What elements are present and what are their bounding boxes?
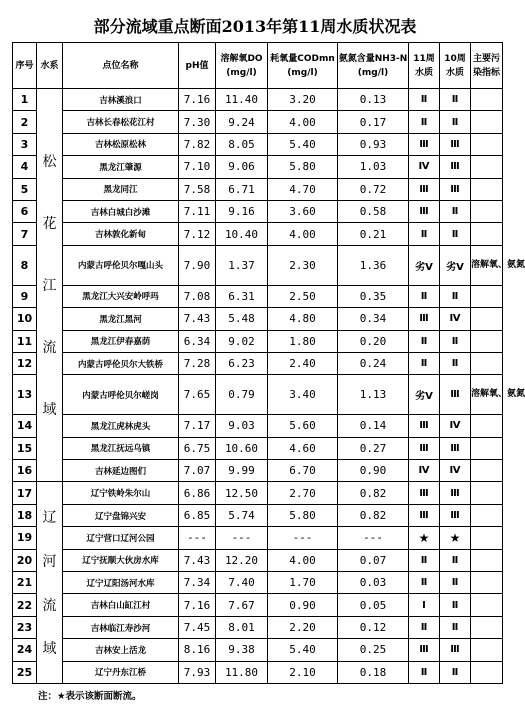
row-do: 11.80 [216, 661, 268, 683]
row-grade10: Ⅱ [440, 616, 471, 638]
table-row [13, 460, 503, 482]
row-cod: 4.70 [268, 178, 338, 200]
row-grade10: Ⅱ [440, 89, 471, 111]
row-ph: 7.28 [179, 352, 216, 374]
row-grade10: Ⅱ [440, 352, 471, 374]
row-pollutant [471, 111, 503, 133]
table-row [13, 133, 503, 155]
header-grade11: 11周水质 [409, 43, 440, 89]
row-seq: 23 [13, 616, 37, 638]
row-do: 9.24 [216, 111, 268, 133]
row-nh3: 0.82 [338, 504, 409, 526]
row-seq: 22 [13, 594, 37, 616]
row-do: 9.03 [216, 415, 268, 437]
row-do: 10.60 [216, 437, 268, 459]
row-do: 8.05 [216, 133, 268, 155]
row-grade11: Ⅲ [409, 178, 440, 200]
row-site: 辽宁盘锦兴安 [63, 504, 179, 526]
table-row [13, 178, 503, 200]
table-row [13, 594, 503, 616]
row-grade11: Ⅱ [409, 661, 440, 683]
row-pollutant [471, 352, 503, 374]
row-do: 6.31 [216, 285, 268, 307]
row-site: 辽宁铁岭朱尔山 [63, 482, 179, 504]
row-pollutant [471, 549, 503, 571]
table-row [13, 661, 503, 683]
row-grade11: Ⅱ [409, 111, 440, 133]
row-seq: 16 [13, 460, 37, 482]
row-cod: 2.10 [268, 661, 338, 683]
row-grade11: Ⅳ [409, 156, 440, 178]
table-row [13, 375, 503, 415]
row-do: 8.01 [216, 616, 268, 638]
row-site: 黑龙江伊春嘉荫 [63, 330, 179, 352]
row-cod: 4.00 [268, 549, 338, 571]
row-do: 6.71 [216, 178, 268, 200]
row-nh3: 0.07 [338, 549, 409, 571]
row-nh3: 0.34 [338, 308, 409, 330]
row-cod: 0.90 [268, 594, 338, 616]
row-nh3: 0.93 [338, 133, 409, 155]
table-row [13, 330, 503, 352]
row-site: 辽宁营口辽河公园 [63, 527, 179, 549]
basin-char: 花 [42, 216, 57, 233]
table-row [13, 549, 503, 571]
row-site: 吉林溪浪口 [63, 89, 179, 111]
row-grade10: Ⅱ [440, 223, 471, 245]
row-grade10: Ⅱ [440, 572, 471, 594]
row-grade11: Ⅱ [409, 223, 440, 245]
basin-char: 流 [42, 597, 57, 614]
row-grade11: ★ [409, 527, 440, 549]
row-grade11: Ⅲ [409, 308, 440, 330]
table-row [13, 89, 503, 111]
row-pollutant [471, 639, 503, 661]
row-do: 9.38 [216, 639, 268, 661]
basin-char: 河 [42, 553, 57, 570]
header-do: 溶解氧DO (mg/l) [216, 43, 268, 89]
row-ph: 7.08 [179, 285, 216, 307]
row-grade10: Ⅲ [440, 375, 471, 415]
row-grade10: Ⅲ [440, 437, 471, 459]
row-cod: 6.70 [268, 460, 338, 482]
row-do: 11.40 [216, 89, 268, 111]
row-grade11: 劣Ⅴ [409, 375, 440, 415]
row-nh3: 0.35 [338, 285, 409, 307]
row-site: 黑龙江肇源 [63, 156, 179, 178]
row-do: 9.02 [216, 330, 268, 352]
row-site: 黑龙同江 [63, 178, 179, 200]
row-site: 内蒙古呼伦贝尔大铁桥 [63, 352, 179, 374]
row-cod: 3.60 [268, 200, 338, 222]
table-row [13, 352, 503, 374]
row-cod: 2.40 [268, 352, 338, 374]
row-site: 黑龙江大兴安岭呼玛 [63, 285, 179, 307]
row-seq: 18 [13, 504, 37, 526]
row-seq: 1 [13, 89, 37, 111]
table-header [13, 43, 503, 89]
row-site: 吉林临江寿沙河 [63, 616, 179, 638]
row-do: 9.06 [216, 156, 268, 178]
row-ph: 7.16 [179, 89, 216, 111]
row-site: 吉林白山缸江村 [63, 594, 179, 616]
row-seq: 25 [13, 661, 37, 683]
header-ph: pH值 [179, 43, 216, 89]
row-grade10: Ⅲ [440, 504, 471, 526]
basin-char: 流 [42, 340, 57, 357]
row-site: 吉林敦化新甸 [63, 223, 179, 245]
row-ph: 7.30 [179, 111, 216, 133]
row-grade10: Ⅲ [440, 178, 471, 200]
row-do: 5.74 [216, 504, 268, 526]
row-site: 辽宁辽阳汤河水库 [63, 572, 179, 594]
row-pollutant [471, 200, 503, 222]
row-grade11: Ⅲ [409, 482, 440, 504]
row-grade10: ★ [440, 527, 471, 549]
header-cod: 耗氧量CODmn (mg/l) [268, 43, 338, 89]
row-cod: 4.00 [268, 223, 338, 245]
row-pollutant: 溶解氧、氨氮 [471, 375, 503, 415]
row-ph: 7.10 [179, 156, 216, 178]
row-seq: 14 [13, 415, 37, 437]
table-row [13, 223, 503, 245]
row-nh3: 0.27 [338, 437, 409, 459]
row-seq: 10 [13, 308, 37, 330]
row-ph: 7.16 [179, 594, 216, 616]
table-row [13, 527, 503, 549]
row-do: 7.67 [216, 594, 268, 616]
row-seq: 15 [13, 437, 37, 459]
row-grade10: Ⅳ [440, 460, 471, 482]
row-site: 吉林延边图们 [63, 460, 179, 482]
row-grade11: Ⅲ [409, 133, 440, 155]
row-nh3: 0.14 [338, 415, 409, 437]
row-do: 5.48 [216, 308, 268, 330]
row-pollutant [471, 415, 503, 437]
row-pollutant [471, 616, 503, 638]
row-cod: 2.70 [268, 482, 338, 504]
row-nh3: 1.13 [338, 375, 409, 415]
row-ph: 6.85 [179, 504, 216, 526]
row-pollutant [471, 285, 503, 307]
row-grade10: Ⅱ [440, 330, 471, 352]
row-site: 内蒙古呼伦贝尔嘎山头 [63, 245, 179, 285]
row-grade10: Ⅱ [440, 285, 471, 307]
table-row [13, 245, 503, 285]
row-pollutant [471, 89, 503, 111]
row-grade11: Ⅱ [409, 352, 440, 374]
row-seq: 3 [13, 133, 37, 155]
row-ph: 6.86 [179, 482, 216, 504]
row-grade10: 劣Ⅴ [440, 245, 471, 285]
row-grade11: Ⅲ [409, 437, 440, 459]
row-pollutant [471, 133, 503, 155]
header-site: 点位名称 [63, 43, 179, 89]
row-pollutant: 溶解氧、氨氮 [471, 245, 503, 285]
row-grade10: Ⅱ [440, 200, 471, 222]
row-nh3: 0.05 [338, 594, 409, 616]
row-do: 10.40 [216, 223, 268, 245]
row-cod: 2.30 [268, 245, 338, 285]
row-do: 0.79 [216, 375, 268, 415]
row-cod: 5.80 [268, 156, 338, 178]
row-cod: 5.40 [268, 639, 338, 661]
row-seq: 13 [13, 375, 37, 415]
row-seq: 17 [13, 482, 37, 504]
row-ph: 6.34 [179, 330, 216, 352]
row-do: 1.37 [216, 245, 268, 285]
row-seq: 6 [13, 200, 37, 222]
row-site: 吉林松原松林 [63, 133, 179, 155]
row-grade11: Ⅰ [409, 594, 440, 616]
row-seq: 20 [13, 549, 37, 571]
header-grade10: 10周水质 [440, 43, 471, 89]
row-ph: 7.45 [179, 616, 216, 638]
basin-char: 辽 [42, 510, 57, 527]
row-grade10: Ⅲ [440, 133, 471, 155]
row-ph: 7.93 [179, 661, 216, 683]
row-nh3: 0.13 [338, 89, 409, 111]
row-grade11: Ⅱ [409, 89, 440, 111]
footnote: 注：★表示该断面断流。 [38, 691, 142, 702]
row-nh3: 0.72 [338, 178, 409, 200]
row-seq: 19 [13, 527, 37, 549]
row-pollutant [471, 482, 503, 504]
row-cod: 2.20 [268, 616, 338, 638]
row-seq: 8 [13, 245, 37, 285]
basin-label [37, 109, 62, 461]
row-grade11: Ⅲ [409, 200, 440, 222]
row-seq: 2 [13, 111, 37, 133]
row-do: 12.20 [216, 549, 268, 571]
row-nh3: 0.25 [338, 639, 409, 661]
row-grade10: Ⅲ [440, 639, 471, 661]
row-cod: 3.40 [268, 375, 338, 415]
table-row [13, 639, 503, 661]
table-row [13, 482, 503, 504]
row-pollutant [471, 527, 503, 549]
row-pollutant [471, 504, 503, 526]
row-site: 黑龙江抚远乌镇 [63, 437, 179, 459]
basin-char: 松 [42, 154, 57, 171]
row-ph: 7.12 [179, 223, 216, 245]
table-row [13, 308, 503, 330]
row-cod: 1.80 [268, 330, 338, 352]
row-grade11: Ⅲ [409, 415, 440, 437]
row-nh3: 0.24 [338, 352, 409, 374]
row-site: 内蒙古呼伦贝尔嵯岗 [63, 375, 179, 415]
row-seq: 5 [13, 178, 37, 200]
row-nh3: 0.03 [338, 572, 409, 594]
row-do: 12.50 [216, 482, 268, 504]
row-cod: 4.80 [268, 308, 338, 330]
row-seq: 4 [13, 156, 37, 178]
water-quality-table [12, 42, 525, 684]
row-do: 6.23 [216, 352, 268, 374]
row-do: --- [216, 527, 268, 549]
row-seq: 7 [13, 223, 37, 245]
table-row [13, 504, 503, 526]
row-cod: 2.50 [268, 285, 338, 307]
row-grade11: 劣Ⅴ [409, 245, 440, 285]
row-ph: 7.11 [179, 200, 216, 222]
row-do: 9.99 [216, 460, 268, 482]
row-grade11: Ⅱ [409, 549, 440, 571]
row-grade11: Ⅱ [409, 616, 440, 638]
row-ph: 6.75 [179, 437, 216, 459]
row-grade10: Ⅱ [440, 549, 471, 571]
row-grade11: Ⅱ [409, 572, 440, 594]
row-site: 黑龙江虎林虎头 [63, 415, 179, 437]
basin-cell [37, 89, 63, 482]
header-seq: 序号 [13, 43, 37, 89]
table-row [13, 200, 503, 222]
header-pollutant: 主要污染指标 [471, 43, 503, 89]
table-body [13, 89, 525, 684]
row-pollutant [471, 178, 503, 200]
row-seq: 12 [13, 352, 37, 374]
row-ph: 7.17 [179, 415, 216, 437]
row-ph: 7.65 [179, 375, 216, 415]
row-pollutant [471, 156, 503, 178]
header-nh3: 氨氮含量NH3-N (mg/l) [338, 43, 409, 89]
row-site: 吉林安上活龙 [63, 639, 179, 661]
row-pollutant [471, 661, 503, 683]
row-cod: 1.70 [268, 572, 338, 594]
row-grade10: Ⅳ [440, 308, 471, 330]
table-row [13, 572, 503, 594]
row-nh3: 0.58 [338, 200, 409, 222]
row-cod: 4.00 [268, 111, 338, 133]
table-row [13, 437, 503, 459]
row-nh3: 0.90 [338, 460, 409, 482]
basin-char: 江 [42, 278, 57, 295]
row-site: 吉林白城白沙滩 [63, 200, 179, 222]
row-ph: 7.43 [179, 549, 216, 571]
table-row [13, 111, 503, 133]
row-grade11: Ⅱ [409, 330, 440, 352]
row-nh3: 0.20 [338, 330, 409, 352]
row-grade10: Ⅳ [440, 415, 471, 437]
basin-char: 域 [42, 402, 57, 419]
row-cod: 5.80 [268, 504, 338, 526]
row-seq: 21 [13, 572, 37, 594]
row-ph: 7.07 [179, 460, 216, 482]
row-nh3: 1.03 [338, 156, 409, 178]
row-grade11: Ⅲ [409, 639, 440, 661]
table-row [13, 285, 503, 307]
row-grade10: Ⅱ [440, 111, 471, 133]
row-grade11: Ⅲ [409, 504, 440, 526]
row-ph: 8.16 [179, 639, 216, 661]
row-pollutant [471, 460, 503, 482]
row-grade10: Ⅲ [440, 482, 471, 504]
row-grade10: Ⅱ [440, 594, 471, 616]
basin-label [37, 484, 62, 682]
row-site: 辽宁抚顺大伙房水库 [63, 549, 179, 571]
row-grade11: Ⅱ [409, 285, 440, 307]
row-site: 吉林长春松花江村 [63, 111, 179, 133]
row-nh3: 0.21 [338, 223, 409, 245]
row-do: 7.40 [216, 572, 268, 594]
table-row [13, 415, 503, 437]
row-cod: 5.60 [268, 415, 338, 437]
row-seq: 9 [13, 285, 37, 307]
row-pollutant [471, 437, 503, 459]
row-cod: --- [268, 527, 338, 549]
row-nh3: --- [338, 527, 409, 549]
page-title: 部分流域重点断面2013年第11周水质状况表 [93, 17, 417, 36]
row-nh3: 0.82 [338, 482, 409, 504]
row-ph: 7.82 [179, 133, 216, 155]
row-ph: 7.43 [179, 308, 216, 330]
row-nh3: 0.18 [338, 661, 409, 683]
row-grade10: Ⅲ [440, 156, 471, 178]
row-grade11: Ⅳ [409, 460, 440, 482]
row-cod: 4.60 [268, 437, 338, 459]
row-ph: --- [179, 527, 216, 549]
row-pollutant [471, 223, 503, 245]
row-pollutant [471, 594, 503, 616]
row-ph: 7.58 [179, 178, 216, 200]
row-pollutant [471, 330, 503, 352]
table-row [13, 156, 503, 178]
basin-char: 域 [42, 641, 57, 658]
row-grade10: Ⅱ [440, 661, 471, 683]
row-ph: 7.90 [179, 245, 216, 285]
row-seq: 24 [13, 639, 37, 661]
row-nh3: 1.36 [338, 245, 409, 285]
row-cod: 5.40 [268, 133, 338, 155]
row-pollutant [471, 308, 503, 330]
row-cod: 3.20 [268, 89, 338, 111]
row-pollutant [471, 572, 503, 594]
row-ph: 7.34 [179, 572, 216, 594]
row-site: 辽宁丹东江桥 [63, 661, 179, 683]
row-nh3: 0.12 [338, 616, 409, 638]
row-seq: 11 [13, 330, 37, 352]
row-nh3: 0.17 [338, 111, 409, 133]
header-basin: 水系 [37, 43, 63, 89]
table-row [13, 616, 503, 638]
row-do: 9.16 [216, 200, 268, 222]
row-site: 黑龙江黑河 [63, 308, 179, 330]
basin-cell [37, 482, 63, 684]
